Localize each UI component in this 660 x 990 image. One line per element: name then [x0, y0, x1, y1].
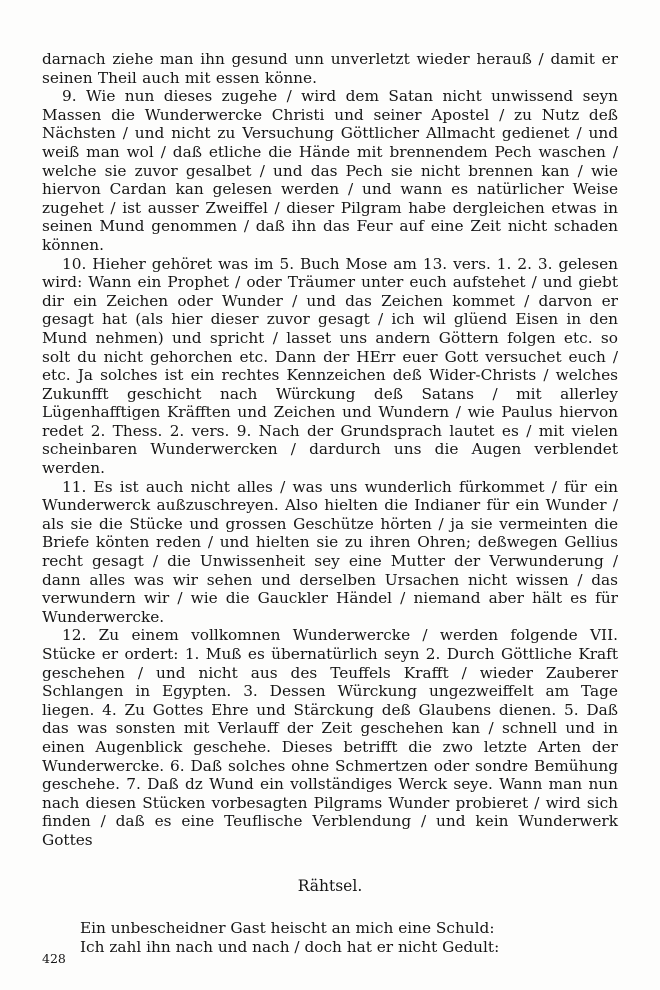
- verse-line-2: Ich zahl ihn nach und nach / doch hat er nicht Gedult:: [80, 937, 500, 956]
- paragraph-9: 9. Wie nun dieses zugehe / wird dem Satan nicht unwissend seyn Massen die Wunderwercke Christi und seiner Apostel / zu Nutz deß Nächsten / und nicht zu Versuchung Göttlicher Allmacht gedienet / und weiß man wol / daß etliche die Hände mit brennendem Pech waschen / welche sie zuvor gesalbet / und das Pech sie nicht brennen kan / wie hiervon Cardan kan gelesen werden / und wann es natürlicher Weise zugehet / ist ausser Zweiffel / dieser Pilgram habe dergleichen etwas in seinen Mund genommen / daß ihn das Feur auf eine Zeit nicht schaden können.: [42, 87, 618, 254]
- verse-line-1: Ein unbescheidner Gast heischt an mich eine Schuld:: [80, 918, 495, 937]
- paragraph-10: 10. Hieher gehöret was im 5. Buch Mose am 13. vers. 1. 2. 3. gelesen wird: Wann ein Prophet / oder Träumer unter euch aufstehet / und giebt dir ein Zeichen oder Wunder / und das Zeichen kommet / darvon er gesagt hat (als hier dieser zuvor gesagt / ich wil glüend Eisen in den Mund nehmen) und spricht / lasset uns andern Göttern folgen etc. so solt du nicht gehorchen etc. Dann der HErr euer Gott versuchet euch / etc. Ja solches ist ein rechtes Kennzeichen deß Wider-Christs / welches Zukunfft geschicht nach Würckung deß Satans / mit allerley Lügenhafftigen Kräfften und Zeichen und Wundern / wie Paulus hiervon redet 2. Thess. 2. vers. 9. Nach der Grundsprach lautet es / mit vielen scheinbaren Wunderwercken / dardurch uns die Augen verblendet werden.: [42, 254, 618, 478]
- paragraph-11: 11. Es ist auch nicht alles / was uns wunderlich fürkommet / für ein Wunderwerck außzuschreyen. Also hielten die Indianer für ein Wunder / als sie die Stücke und grossen Geschütze hörten / ja sie vermeinten die Briefe könten reden / und hielten sie zu ihren Ohren; deßwegen Gellius recht gesagt / die Unwissenheit sey eine Mutter der Verwunderung / dann alles was wir sehen und derselben Ursachen nicht wissen / das verwundern wir / wie die Gauckler Händel / niemand aber hält es für Wunderwercke.: [42, 477, 618, 626]
- section-heading-raehtsel: Rähtsel.: [297, 876, 363, 895]
- paragraph-continuation: darnach ziehe man ihn gesund unn unverletzt wieder herauß / damit er seinen Theil auch mit essen könne.: [42, 50, 618, 87]
- paragraph-12: 12. Zu einem vollkomnen Wunderwercke / werden folgende VII. Stücke er ordert: 1. Muß es übernatürlich seyn 2. Durch Göttliche Kraft geschehen / und nicht aus des Teuffels Krafft / wieder Zauberer Schlangen in Egypten. 3. Dessen Würckung ungezweiffelt am Tage liegen. 4. Zu Gottes Ehre und Stärckung deß Glaubens dienen. 5. Daß das was sonsten mit Verlauff der Zeit geschehen kan / schnell und in einen Augenblick geschehe. Dieses betrifft die zwo letzte Arten der Wunderwercke. 6. Daß solches ohne Schmertzen oder sondre Bemühung geschehe. 7. Daß dz Wund ein vollständiges Werck seye. Wann man nun nach diesen Stücken vorbesagten Pilgrams Wunder probieret / wird sich finden / daß es eine Teuflische Verblendung / und kein Wunderwerk Gottes: [42, 626, 618, 849]
- page-number: 428: [42, 951, 66, 966]
- body-text-block: [42, 50, 618, 850]
- verse-block: [80, 919, 618, 958]
